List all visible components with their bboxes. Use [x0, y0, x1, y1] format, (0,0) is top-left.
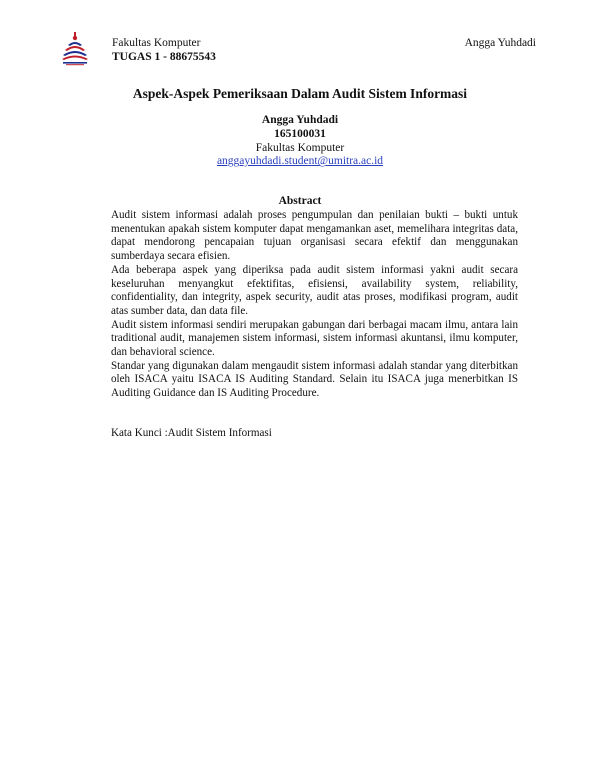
keywords-line: Kata Kunci :Audit Sistem Informasi	[111, 427, 272, 439]
header-author: Angga Yuhdadi	[464, 37, 536, 49]
abstract-paragraph: Audit sistem informasi adalah proses pengumpulan dan penilaian bukti – bukti untuk menentukan apakah sistem komputer dapat mengamankan aset, memelihara integritas data, dapat mendorong pencapaian tujuan organisasi secara efektif dan menggunakan sumberdaya secara efisien.	[111, 209, 518, 263]
running-header-left	[112, 36, 216, 64]
header-faculty: Fakultas Komputer	[112, 37, 201, 49]
header-assignment: TUGAS 1 - 88675543	[112, 51, 216, 63]
university-logo-icon	[59, 32, 91, 66]
abstract-paragraph: Ada beberapa aspek yang diperiksa pada audit sistem informasi yakni audit secara keseluruhan menyangkut efektifitas, efisiensi, availability system, reliability, confidentiality, dan integrity, aspek security, audit atas proses, modifikasi program, audit atas sumber data, dan data file.	[111, 263, 518, 317]
abstract-body	[111, 209, 518, 401]
abstract-paragraph: Audit sistem informasi sendiri merupakan gabungan dari berbagai macam ilmu, antara lain traditional audit, manajemen sistem informasi, sistem informasi akuntansi, ilmu komputer, dan behavioral science.	[111, 318, 518, 359]
author-faculty: Fakultas Komputer	[255, 141, 345, 154]
abstract-paragraph: Standar yang digunakan dalam mengaudit sistem informasi adalah standar yang diterbitkan oleh ISACA yaitu ISACA IS Auditing Standard. Selain itu ISACA juga menerbitkan IS Auditing Guidance dan IS Auditing Procedure.	[111, 359, 518, 400]
author-id: 165100031	[274, 127, 326, 140]
author-name: Angga Yuhdadi	[261, 114, 339, 126]
author-email-link[interactable]: anggayuhdadi.student@umitra.ac.id	[216, 155, 384, 168]
abstract-heading: Abstract	[278, 195, 322, 207]
paper-title: Aspek-Aspek Pemeriksaan Dalam Audit Sistem Informasi	[132, 86, 468, 101]
author-block	[0, 114, 600, 169]
